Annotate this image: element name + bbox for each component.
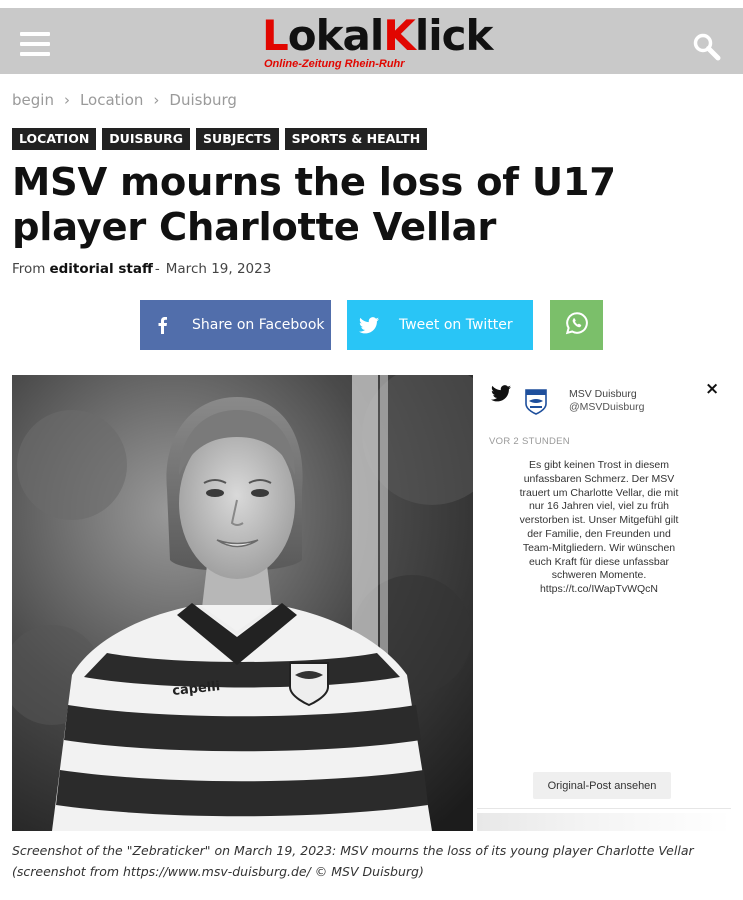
logo-part-1-rest: okal <box>287 11 384 60</box>
original-post-button[interactable]: Original-Post ansehen <box>533 772 671 799</box>
breadcrumb-separator: › <box>63 91 70 109</box>
tweet-account-handle[interactable]: @MSVDuisburg <box>569 401 645 413</box>
share-twitter-label: Tweet on Twitter <box>399 317 513 333</box>
share-facebook-label: Share on Facebook <box>192 317 325 333</box>
embedded-tweet <box>473 375 731 831</box>
category-tags <box>12 128 427 150</box>
category-tag-duisburg[interactable]: DUISBURG <box>102 128 190 150</box>
byline-author[interactable]: editorial staff <box>49 261 153 277</box>
logo-initial-k: K <box>383 11 415 60</box>
hamburger-menu-icon[interactable] <box>20 32 50 56</box>
logo-tagline: Online-Zeitung Rhein-Ruhr <box>264 58 405 70</box>
facebook-icon <box>140 316 184 334</box>
jersey-sponsor-logo: capelli <box>171 679 221 700</box>
whatsapp-icon <box>565 311 589 339</box>
site-header <box>0 8 743 74</box>
tweet-timestamp: VOR 2 STUNDEN <box>489 436 570 447</box>
article-photo <box>12 375 473 831</box>
top-strip <box>0 0 743 8</box>
breadcrumb-separator: › <box>153 91 160 109</box>
category-tag-subjects[interactable]: SUBJECTS <box>196 128 279 150</box>
breadcrumb-item-location[interactable]: Location <box>79 91 144 109</box>
logo-initial-l: L <box>262 11 288 60</box>
byline-separator: - <box>154 261 160 277</box>
close-icon[interactable]: × <box>705 379 720 399</box>
tweet-account-name[interactable]: MSV Duisburg <box>569 388 637 400</box>
twitter-bird-icon <box>347 317 391 334</box>
article-date: March 19, 2023 <box>165 261 272 277</box>
breadcrumb-item-duisburg[interactable]: Duisburg <box>169 91 237 109</box>
breadcrumb-item-begin[interactable]: begin <box>12 91 54 109</box>
article-title: MSV mourns the loss of U17 player Charlotte Vellar <box>12 160 616 250</box>
byline-prefix: From <box>12 261 46 277</box>
category-tag-sports-health[interactable]: SPORTS & HEALTH <box>285 128 428 150</box>
article-byline <box>12 261 271 277</box>
tweet-text: Es gibt keinen Trost in diesem unfassbaren Schmerz. Der MSV trauert um Charlotte Vellar, die mit nur 16 Jahren viel, viel zu früh verstorben ist. Unser Mitgefühl gilt der Familie, den Freunden und Team-Mitgliedern. Wir wünschen euch Kraft für diese unfassbar schweren Momente. https://t.co/IWapTvWQcN <box>519 459 679 596</box>
share-whatsapp-button[interactable] <box>550 300 603 350</box>
photo-caption: Screenshot of the "Zebraticker" on March 19, 2023: MSV mourns the loss of its young player Charlotte Vellar (screenshot from https://www.msv-duisburg.de/ © MSV Duisburg) <box>12 843 694 879</box>
msv-crest-avatar[interactable] <box>525 389 547 419</box>
logo-part-2-rest: lick <box>414 11 493 60</box>
search-icon[interactable] <box>692 32 722 62</box>
next-post-strip <box>477 813 731 831</box>
site-logo[interactable] <box>262 12 492 72</box>
divider <box>477 808 731 809</box>
category-tag-location[interactable]: LOCATION <box>12 128 96 150</box>
share-facebook-button[interactable] <box>140 300 331 350</box>
share-twitter-button[interactable] <box>347 300 533 350</box>
twitter-bird-icon <box>491 385 511 406</box>
breadcrumb <box>12 91 237 109</box>
